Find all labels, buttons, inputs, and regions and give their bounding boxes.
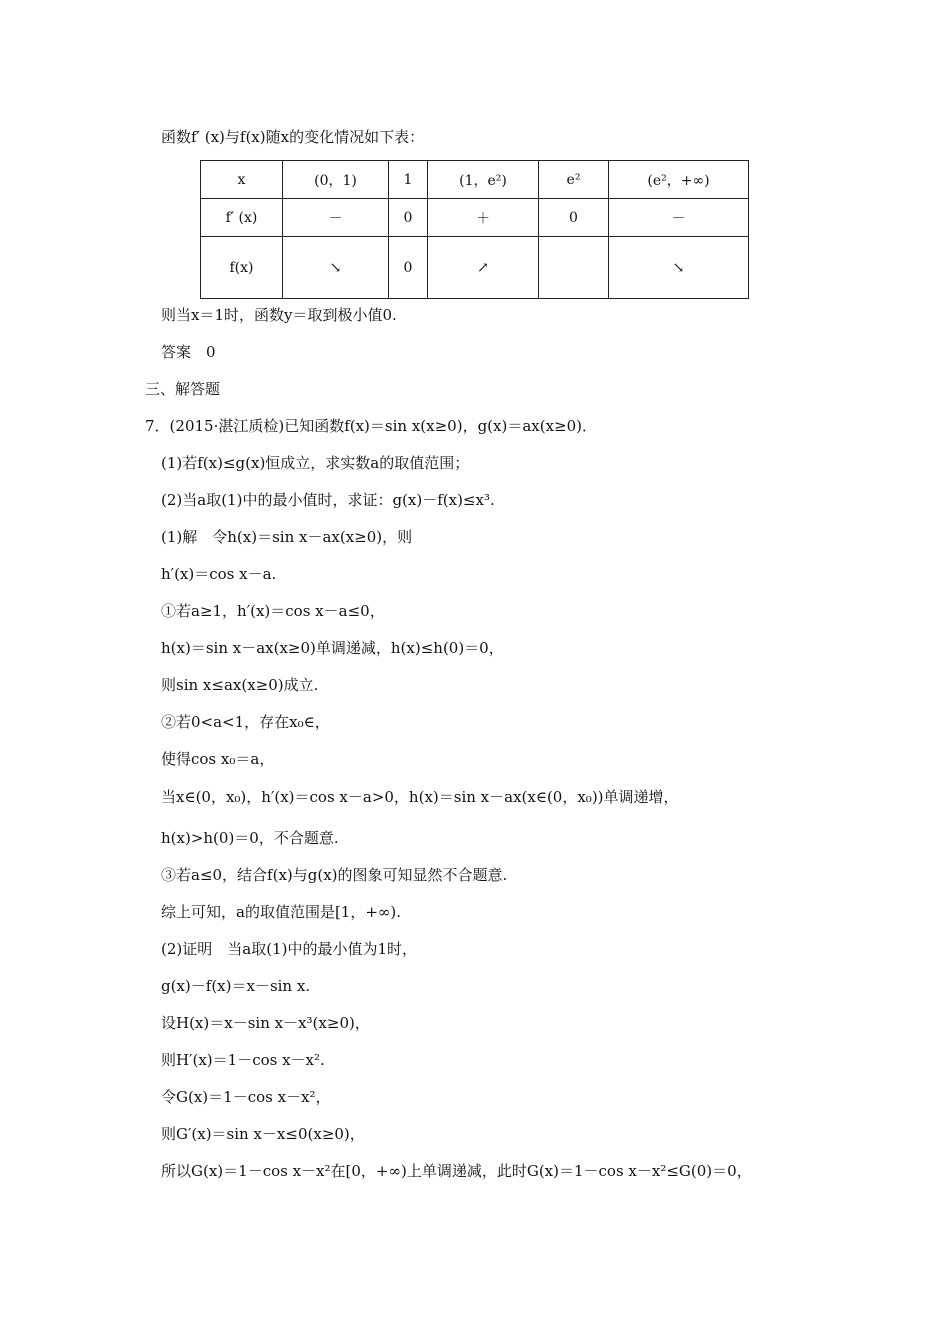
table-cell: 0 [389,237,428,299]
decreasing-arrow-icon: ↘ [283,237,389,299]
text-line: (2)当a取(1)中的最小值时，求证：g(x)－f(x)≤x³. [161,491,495,509]
text-line: 则G′(x)＝sin x－x≤0(x≥0)， [161,1125,365,1143]
intro-text: 函数f′ (x)与f(x)随x的变化情况如下表： [161,128,425,146]
table-cell [539,237,609,299]
table-row [201,161,749,199]
table-cell: 1 [389,161,428,199]
table-row [201,237,749,299]
table-cell: (1，e²) [428,161,539,199]
text-line: ③若a≤0，结合f(x)与g(x)的图象可知显然不合题意. [161,866,508,884]
text-line: 令G(x)＝1－cos x－x²， [161,1088,331,1106]
section-heading: 三、解答题 [145,380,221,398]
text-line: (1)解 令h(x)＝sin x－ax(x≥0)，则 [161,528,413,546]
table-cell: ＋ [428,199,539,237]
variation-table [200,160,749,299]
text-line: 则H′(x)＝1－cos x－x². [161,1051,325,1069]
text-line: (2)证明 当a取(1)中的最小值为1时， [161,940,417,958]
text-line: (1)若f(x)≤g(x)恒成立，求实数a的取值范围； [161,454,470,472]
text-line: 综上可知，a的取值范围是[1，+∞). [161,903,402,921]
text-line: 则sin x≤ax(x≥0)成立. [161,676,319,694]
table-cell: － [283,199,389,237]
text-line: h(x)＝sin x－ax(x≥0)单调递减，h(x)≤h(0)＝0， [161,639,504,657]
text-line: 当x∈(0，x₀)，h′(x)＝cos x－a>0，h(x)＝sin x－ax(x∈(0，x₀))单调递增， [161,788,679,806]
table-cell: 0 [389,199,428,237]
decreasing-arrow-icon: ↘ [609,237,749,299]
text-line: 所以G(x)＝1－cos x－x²在[0，+∞)上单调递减，此时G(x)＝1－cos x－x²≤G(0)＝0， [161,1162,752,1180]
increasing-arrow-icon: ↗ [428,237,539,299]
problem-statement: 7．(2015·湛江质检)已知函数f(x)＝sin x(x≥0)，g(x)＝ax(x≥0)． [145,417,598,435]
text-line: g(x)－f(x)＝x－sin x. [161,977,311,995]
table-cell: (0，1) [283,161,389,199]
table-cell: 0 [539,199,609,237]
text-line: 则当x＝1时，函数y＝取到极小值0. [161,306,397,324]
table-row [201,199,749,237]
table-cell: f′ (x) [201,199,283,237]
text-line: 设H(x)＝x－sin x－x³(x≥0)， [161,1014,370,1032]
table-cell: － [609,199,749,237]
table-cell: e² [539,161,609,199]
text-line: ②若0<a<1，存在x₀∈， [161,713,330,731]
text-line: h′(x)＝cos x－a. [161,565,277,583]
table-cell: x [201,161,283,199]
table-cell: f(x) [201,237,283,299]
text-line: h(x)>h(0)＝0，不合题意. [161,829,339,847]
table-cell: (e²，+∞) [609,161,749,199]
text-line: ①若a≥1，h′(x)＝cos x－a≤0， [161,602,385,620]
answer-line: 答案 0 [161,343,216,361]
text-line: 使得cos x₀＝a， [161,750,275,768]
